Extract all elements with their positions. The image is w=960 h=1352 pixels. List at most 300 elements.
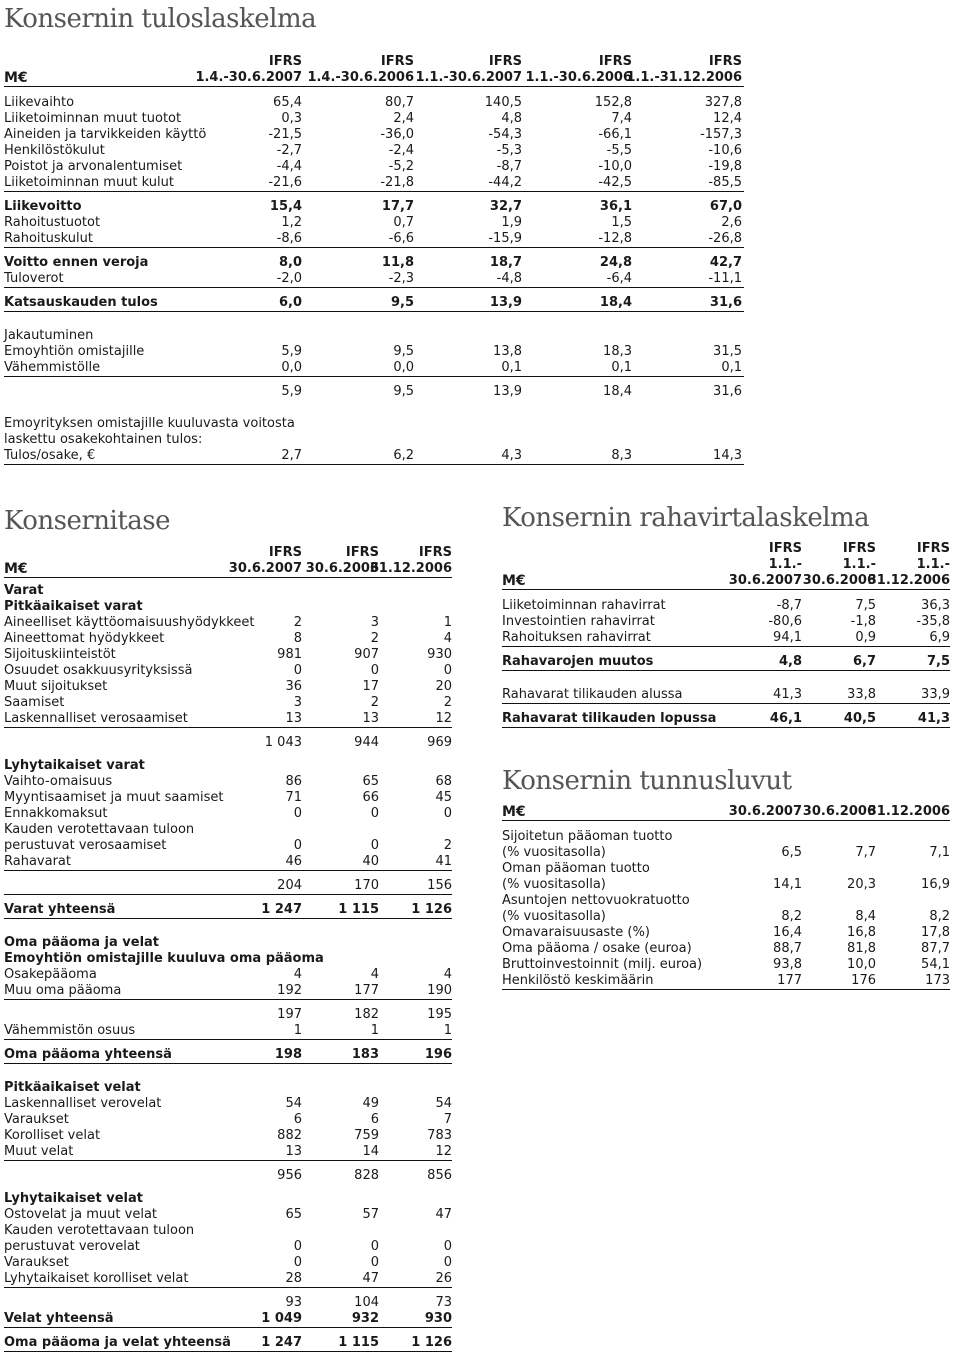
balance-row — [4, 1007, 452, 1023]
cash-flow-cell-value: -35,8 — [916, 614, 950, 629]
balance-row — [4, 1112, 452, 1128]
balance-row — [4, 647, 452, 663]
income-row — [4, 231, 744, 248]
balance-cell-value: 1 — [370, 1023, 379, 1038]
balance-row — [4, 774, 452, 790]
income-cell-value: 67,0 — [709, 199, 742, 214]
key-figures-cell-value: 14,1 — [773, 877, 802, 892]
balance-cell-value: 1 247 — [261, 902, 302, 917]
balance-row — [4, 583, 452, 599]
income-unit-label: M€ — [4, 70, 28, 86]
cash-flow-row-label: Rahavarat tilikauden alussa — [502, 687, 683, 702]
balance-row — [4, 838, 452, 854]
balance-row — [4, 1191, 452, 1207]
income-cell-value: 13,9 — [493, 384, 522, 399]
balance-row-label: Vähemmistön osuus — [4, 1023, 136, 1038]
balance-row-label: Oma pääoma ja velat — [4, 935, 160, 950]
balance-cell-value: 783 — [427, 1128, 452, 1143]
balance-cell-value: 4 — [443, 631, 452, 646]
balance-cell-value: 0 — [370, 1255, 379, 1270]
cash-flow-row — [502, 711, 950, 728]
balance-row-label: Korolliset velat — [4, 1128, 101, 1143]
balance-row-label: Varaukset — [4, 1112, 69, 1127]
income-cell-value: -2,0 — [276, 271, 302, 286]
income-cell-value: -42,5 — [598, 175, 632, 190]
income-row-label: Tulos/osake, € — [4, 448, 96, 463]
income-cell-value: 7,4 — [611, 111, 632, 126]
balance-header — [4, 536, 452, 578]
income-cell-value: -5,5 — [606, 143, 632, 158]
key-figures-cell-value: 81,8 — [847, 941, 876, 956]
balance-row — [4, 951, 452, 967]
balance-cell-value: 0 — [370, 663, 379, 678]
cash-flow-row — [502, 654, 950, 671]
balance-cell-value: 2 — [370, 695, 379, 710]
balance-cell-value: 0 — [443, 806, 452, 821]
income-column-header-line: 1.1.-30.6.2006 — [525, 70, 632, 85]
cash-flow-column-header — [729, 541, 802, 589]
balance-cell-value: 54 — [435, 1096, 452, 1111]
income-header — [4, 34, 744, 87]
income-row — [4, 416, 744, 432]
balance-row — [4, 631, 452, 647]
income-row — [4, 271, 744, 288]
balance-row — [4, 758, 452, 774]
income-statement — [4, 4, 744, 465]
balance-cell-value: 1 043 — [264, 735, 302, 750]
income-column-header-line: IFRS — [598, 54, 632, 69]
cash-flow-statement — [502, 503, 950, 728]
balance-cell-value: 8 — [293, 631, 302, 646]
balance-sheet-title: Konsernitase — [4, 506, 171, 536]
key-figures-row-label: Oman pääoman tuotto — [502, 861, 650, 876]
balance-cell-value: 198 — [274, 1047, 302, 1062]
income-row — [4, 328, 744, 344]
balance-row — [4, 599, 452, 615]
balance-cell-value: 1 126 — [411, 1335, 452, 1350]
balance-cell-value: 192 — [277, 983, 302, 998]
balance-sheet — [4, 506, 452, 1352]
balance-column-header-line: 30.6.2007 — [228, 561, 302, 576]
balance-cell-value: 0 — [370, 838, 379, 853]
income-cell-value: 0,0 — [281, 360, 302, 375]
cash-flow-cell-value: 6,7 — [852, 654, 876, 669]
income-cell-value: -54,3 — [488, 127, 522, 142]
balance-row-label: Velat yhteensä — [4, 1311, 114, 1326]
income-row-label: Voitto ennen veroja — [4, 255, 149, 270]
cash-flow-cell-value: 33,9 — [921, 687, 950, 702]
balance-row-label: Myyntisaamiset ja muut saamiset — [4, 790, 224, 805]
balance-cell-value: 6 — [293, 1112, 302, 1127]
balance-cell-value: 6 — [370, 1112, 379, 1127]
income-cell-value: 1,2 — [281, 215, 302, 230]
balance-row-label: Muut sijoitukset — [4, 679, 108, 694]
key-figures-rows — [502, 829, 950, 990]
balance-cell-value: 65 — [362, 774, 379, 789]
income-cell-value: 6,0 — [278, 295, 302, 310]
balance-row-label: perustuvat verovelat — [4, 1239, 140, 1254]
balance-cell-value: 195 — [427, 1007, 452, 1022]
balance-row — [4, 878, 452, 895]
balance-cell-value: 981 — [277, 647, 302, 662]
key-figures-cell-value: 20,3 — [847, 877, 876, 892]
balance-row — [4, 735, 452, 751]
balance-cell-value: 1 115 — [338, 902, 379, 917]
income-column-header-line: 1.1.-30.6.2007 — [415, 70, 522, 85]
balance-cell-value: 49 — [362, 1096, 379, 1111]
income-cell-value: 17,7 — [381, 199, 414, 214]
balance-cell-value: 0 — [370, 806, 379, 821]
balance-cell-value: 47 — [362, 1271, 379, 1286]
key-figures-cell-value: 16,8 — [847, 925, 876, 940]
balance-cell-value: 65 — [285, 1207, 302, 1222]
balance-cell-value: 3 — [293, 695, 302, 710]
balance-cell-value: 13 — [285, 1144, 302, 1159]
income-row-label: Emoyhtiön omistajille — [4, 344, 145, 359]
cash-flow-column-header-line: IFRS — [916, 541, 950, 556]
income-column-header — [195, 54, 302, 86]
income-cell-value: -12,8 — [598, 231, 632, 246]
balance-row-label: Oma pääoma yhteensä — [4, 1047, 172, 1062]
income-cell-value: 15,4 — [269, 199, 302, 214]
income-cell-value: 0,1 — [721, 360, 742, 375]
key-figures-cell-value: 176 — [851, 973, 876, 988]
cash-flow-cell-value: 6,9 — [929, 630, 950, 645]
balance-cell-value: 66 — [362, 790, 379, 805]
cash-flow-cell-value: 7,5 — [855, 598, 876, 613]
balance-row — [4, 1207, 452, 1223]
balance-row-label: Laskennalliset verovelat — [4, 1096, 162, 1111]
income-cell-value: -2,4 — [388, 143, 414, 158]
income-cell-value: -21,8 — [380, 175, 414, 190]
balance-row — [4, 822, 452, 838]
balance-row — [4, 1311, 452, 1328]
key-figures-cell-value: 16,4 — [773, 925, 802, 940]
cash-flow-cell-value: 4,8 — [778, 654, 802, 669]
cash-flow-cell-value: -8,7 — [776, 598, 802, 613]
income-cell-value: -4,8 — [496, 271, 522, 286]
income-cell-value: -4,4 — [276, 159, 302, 174]
income-row — [4, 159, 744, 175]
income-column-header-line: 1.4.-30.6.2007 — [195, 70, 302, 85]
balance-cell-value: 1 115 — [338, 1335, 379, 1350]
income-cell-value: 152,8 — [594, 95, 632, 110]
income-cell-value: 4,3 — [501, 448, 522, 463]
balance-cell-value: 36 — [285, 679, 302, 694]
balance-cell-value: 4 — [370, 967, 379, 982]
income-row-label: Liiketoiminnan muut kulut — [4, 175, 174, 190]
balance-cell-value: 956 — [277, 1168, 302, 1183]
balance-row-label: Varaukset — [4, 1255, 69, 1270]
income-cell-value: 5,9 — [281, 384, 302, 399]
key-figures-header — [502, 796, 950, 821]
income-cell-value: 6,2 — [393, 448, 414, 463]
balance-cell-value: 26 — [435, 1271, 452, 1286]
cash-flow-row-label: Liiketoiminnan rahavirrat — [502, 598, 666, 613]
balance-cell-value: 45 — [435, 790, 452, 805]
cash-flow-column-header-line: IFRS — [768, 541, 802, 556]
key-figures-row — [502, 909, 950, 925]
key-figures-column-header-line: 30.6.2006 — [802, 804, 876, 819]
balance-row-label: Saamiset — [4, 695, 65, 710]
key-figures-column-header — [868, 804, 950, 820]
balance-cell-value: 170 — [354, 878, 379, 893]
income-cell-value: 12,4 — [713, 111, 742, 126]
key-figures-row — [502, 941, 950, 957]
income-row-label: Liikevoitto — [4, 199, 82, 214]
income-cell-value: -2,7 — [276, 143, 302, 158]
balance-row — [4, 1271, 452, 1288]
balance-cell-value: 183 — [351, 1047, 379, 1062]
income-row — [4, 127, 744, 143]
balance-row-label: Aineelliset käyttöomaisuushyödykkeet — [4, 615, 255, 630]
balance-cell-value: 28 — [285, 1271, 302, 1286]
balance-cell-value: 71 — [285, 790, 302, 805]
income-row — [4, 199, 744, 215]
balance-row-label: Muut velat — [4, 1144, 74, 1159]
cash-flow-column-header — [868, 541, 950, 589]
key-figures-cell-value: 7,7 — [855, 845, 876, 860]
balance-row-label: Vaihto-omaisuus — [4, 774, 113, 789]
balance-cell-value: 86 — [285, 774, 302, 789]
key-figures-cell-value: 17,8 — [921, 925, 950, 940]
income-cell-value: 65,4 — [273, 95, 302, 110]
balance-row — [4, 711, 452, 728]
income-row-label: Vähemmistölle — [4, 360, 101, 375]
balance-cell-value: 73 — [435, 1295, 452, 1310]
cash-flow-cell-value: 40,5 — [843, 711, 876, 726]
balance-row — [4, 1128, 452, 1144]
income-row-label: Rahoituskulut — [4, 231, 93, 246]
income-cell-value: -36,0 — [380, 127, 414, 142]
key-figures-row-label: Henkilöstö keskimäärin — [502, 973, 654, 988]
balance-column-header-line: 31.12.2006 — [369, 561, 452, 576]
balance-cell-value: 14 — [362, 1144, 379, 1159]
key-figures-cell-value: 177 — [777, 973, 802, 988]
income-cell-value: 31,6 — [713, 384, 742, 399]
balance-cell-value: 1 — [443, 615, 452, 630]
income-column-header — [525, 54, 632, 86]
balance-row-label: Lyhytaikaiset velat — [4, 1191, 143, 1206]
cash-flow-cell-value: 36,3 — [921, 598, 950, 613]
key-figures-row — [502, 925, 950, 941]
balance-cell-value: 930 — [427, 647, 452, 662]
balance-row — [4, 1047, 452, 1064]
balance-cell-value: 68 — [435, 774, 452, 789]
balance-cell-value: 0 — [370, 1239, 379, 1254]
balance-row-label: Osakepääoma — [4, 967, 97, 982]
balance-cell-value: 2 — [443, 838, 452, 853]
balance-row-label: Ennakkomaksut — [4, 806, 108, 821]
cash-flow-cell-value: -1,8 — [850, 614, 876, 629]
income-rows — [4, 95, 744, 465]
income-row-label: Liikevaihto — [4, 95, 75, 110]
cash-flow-column-header-line: IFRS — [842, 541, 876, 556]
cash-flow-column-header-line: 30.6.2006 — [802, 573, 876, 588]
balance-row — [4, 806, 452, 822]
balance-row — [4, 1023, 452, 1040]
balance-row-label: Lyhytaikaiset varat — [4, 758, 145, 773]
balance-row-label: Aineettomat hyödykkeet — [4, 631, 165, 646]
balance-cell-value: 1 247 — [261, 1335, 302, 1350]
balance-cell-value: 0 — [293, 663, 302, 678]
key-figures-row-label: Asuntojen nettovuokratuotto — [502, 893, 690, 908]
key-figures-row-label: (% vuositasolla) — [502, 845, 606, 860]
key-figures-row — [502, 861, 950, 877]
cash-flow-cell-value: 41,3 — [773, 687, 802, 702]
balance-cell-value: 156 — [427, 878, 452, 893]
balance-row — [4, 1144, 452, 1161]
balance-cell-value: 20 — [435, 679, 452, 694]
income-cell-value: 327,8 — [704, 95, 742, 110]
income-cell-value: 14,3 — [713, 448, 742, 463]
income-cell-value: 32,7 — [489, 199, 522, 214]
key-figures-column-header — [803, 804, 876, 820]
income-row — [4, 255, 744, 271]
balance-row-label: Varat yhteensä — [4, 902, 116, 917]
balance-row-label: Kauden verotettavaan tuloon — [4, 822, 195, 837]
income-column-header-line: IFRS — [708, 54, 742, 69]
income-row-label: laskettu osakekohtainen tulos: — [4, 432, 203, 447]
cash-flow-cell-value: 33,8 — [847, 687, 876, 702]
income-column-header-line: 1.1.-31.12.2006 — [626, 70, 742, 85]
balance-row — [4, 695, 452, 711]
income-row — [4, 344, 744, 360]
cash-flow-row-label: Rahoituksen rahavirrat — [502, 630, 651, 645]
balance-cell-value: 856 — [427, 1168, 452, 1183]
balance-cell-value: 930 — [424, 1311, 452, 1326]
income-column-header-line: IFRS — [380, 54, 414, 69]
key-figures-row-label: (% vuositasolla) — [502, 909, 606, 924]
income-cell-value: 13,8 — [493, 344, 522, 359]
balance-row-label: perustuvat verosaamiset — [4, 838, 167, 853]
cash-flow-cell-value: 7,5 — [926, 654, 950, 669]
income-cell-value: 1,9 — [501, 215, 522, 230]
balance-cell-value: 0 — [293, 838, 302, 853]
key-figures-cell-value: 87,7 — [921, 941, 950, 956]
cash-flow-row — [502, 687, 950, 704]
income-cell-value: -8,6 — [276, 231, 302, 246]
balance-cell-value: 0 — [443, 1255, 452, 1270]
income-row-label: Aineiden ja tarvikkeiden käyttö — [4, 127, 207, 142]
income-column-header-line: IFRS — [488, 54, 522, 69]
balance-row — [4, 615, 452, 631]
income-cell-value: -157,3 — [700, 127, 742, 142]
income-row-label: Henkilöstökulut — [4, 143, 105, 158]
income-cell-value: 9,5 — [393, 344, 414, 359]
income-cell-value: 2,4 — [393, 111, 414, 126]
key-figures-cell-value: 8,2 — [781, 909, 802, 924]
key-figures-row-label: Bruttoinvestoinnit (milj. euroa) — [502, 957, 703, 972]
key-figures-row-label: Oma pääoma / osake (euroa) — [502, 941, 692, 956]
balance-column-header-line: IFRS — [345, 545, 379, 560]
balance-cell-value: 1 126 — [411, 902, 452, 917]
income-column-header-line: 1.4.-30.6.2006 — [307, 70, 414, 85]
key-figures-row-label: (% vuositasolla) — [502, 877, 606, 892]
income-cell-value: -10,0 — [598, 159, 632, 174]
income-cell-value: 24,8 — [599, 255, 632, 270]
income-row-label: Jakautuminen — [4, 328, 94, 343]
balance-row-label: Pitkäaikaiset velat — [4, 1080, 141, 1095]
income-row — [4, 95, 744, 111]
income-cell-value: 80,7 — [385, 95, 414, 110]
balance-cell-value: 1 — [443, 1023, 452, 1038]
income-row — [4, 143, 744, 159]
income-cell-value: 5,9 — [281, 344, 302, 359]
balance-cell-value: 7 — [443, 1112, 452, 1127]
income-column-header — [626, 54, 742, 86]
key-figures-row — [502, 829, 950, 845]
income-cell-value: -44,2 — [488, 175, 522, 190]
balance-cell-value: 944 — [354, 735, 379, 750]
income-cell-value: -21,6 — [268, 175, 302, 190]
income-cell-value: 13,9 — [489, 295, 522, 310]
income-cell-value: 42,7 — [709, 255, 742, 270]
cash-flow-cell-value: -80,6 — [768, 614, 802, 629]
income-cell-value: 31,5 — [713, 344, 742, 359]
income-cell-value: 11,8 — [381, 255, 414, 270]
key-figures-cell-value: 173 — [925, 973, 950, 988]
income-column-header — [307, 54, 414, 86]
balance-column-header — [370, 545, 452, 577]
balance-row-label: Muu oma pääoma — [4, 983, 122, 998]
income-cell-value: -6,4 — [606, 271, 632, 286]
balance-cell-value: 182 — [354, 1007, 379, 1022]
income-row — [4, 111, 744, 127]
key-figures-row — [502, 957, 950, 973]
balance-row-label: Osuudet osakkuusyrityksissä — [4, 663, 193, 678]
balance-cell-value: 93 — [285, 1295, 302, 1310]
key-figures-row-label: Omavaraisuusaste (%) — [502, 925, 650, 940]
key-figures-row — [502, 973, 950, 990]
balance-cell-value: 13 — [285, 711, 302, 726]
balance-cell-value: 104 — [354, 1295, 379, 1310]
income-cell-value: -6,6 — [388, 231, 414, 246]
cash-flow-row-label: Rahavarat tilikauden lopussa — [502, 711, 717, 726]
cash-flow-column-header-line: 31.12.2006 — [867, 573, 950, 588]
key-figures-cell-value: 6,5 — [781, 845, 802, 860]
income-cell-value: 18,4 — [603, 384, 632, 399]
balance-cell-value: 12 — [435, 711, 452, 726]
income-row-label: Emoyrityksen omistajille kuuluvasta voitosta — [4, 416, 295, 431]
balance-row — [4, 1335, 452, 1352]
cash-flow-column-header-line: 1.1.- — [768, 557, 802, 572]
income-cell-value: -85,5 — [708, 175, 742, 190]
key-figures-cell-value: 8,2 — [929, 909, 950, 924]
balance-row-label: Varat — [4, 583, 44, 598]
income-row — [4, 360, 744, 377]
balance-cell-value: 0 — [293, 1255, 302, 1270]
balance-row-label: Lyhytaikaiset korolliset velat — [4, 1271, 189, 1286]
balance-row-label: Kauden verotettavaan tuloon — [4, 1223, 195, 1238]
cash-flow-row-label: Investointien rahavirrat — [502, 614, 655, 629]
balance-cell-value: 4 — [293, 967, 302, 982]
income-statement-title: Konsernin tuloslaskelma — [4, 4, 317, 34]
income-cell-value: -11,1 — [708, 271, 742, 286]
income-row — [4, 295, 744, 312]
balance-row — [4, 1239, 452, 1255]
key-figures — [502, 766, 950, 990]
balance-cell-value: 196 — [424, 1047, 452, 1062]
balance-row — [4, 1255, 452, 1271]
income-cell-value: 140,5 — [484, 95, 522, 110]
balance-cell-value: 57 — [362, 1207, 379, 1222]
balance-row-label: Ostovelat ja muut velat — [4, 1207, 158, 1222]
income-cell-value: -66,1 — [598, 127, 632, 142]
cash-flow-rows — [502, 598, 950, 728]
key-figures-cell-value: 93,8 — [773, 957, 802, 972]
balance-cell-value: 2 — [443, 695, 452, 710]
